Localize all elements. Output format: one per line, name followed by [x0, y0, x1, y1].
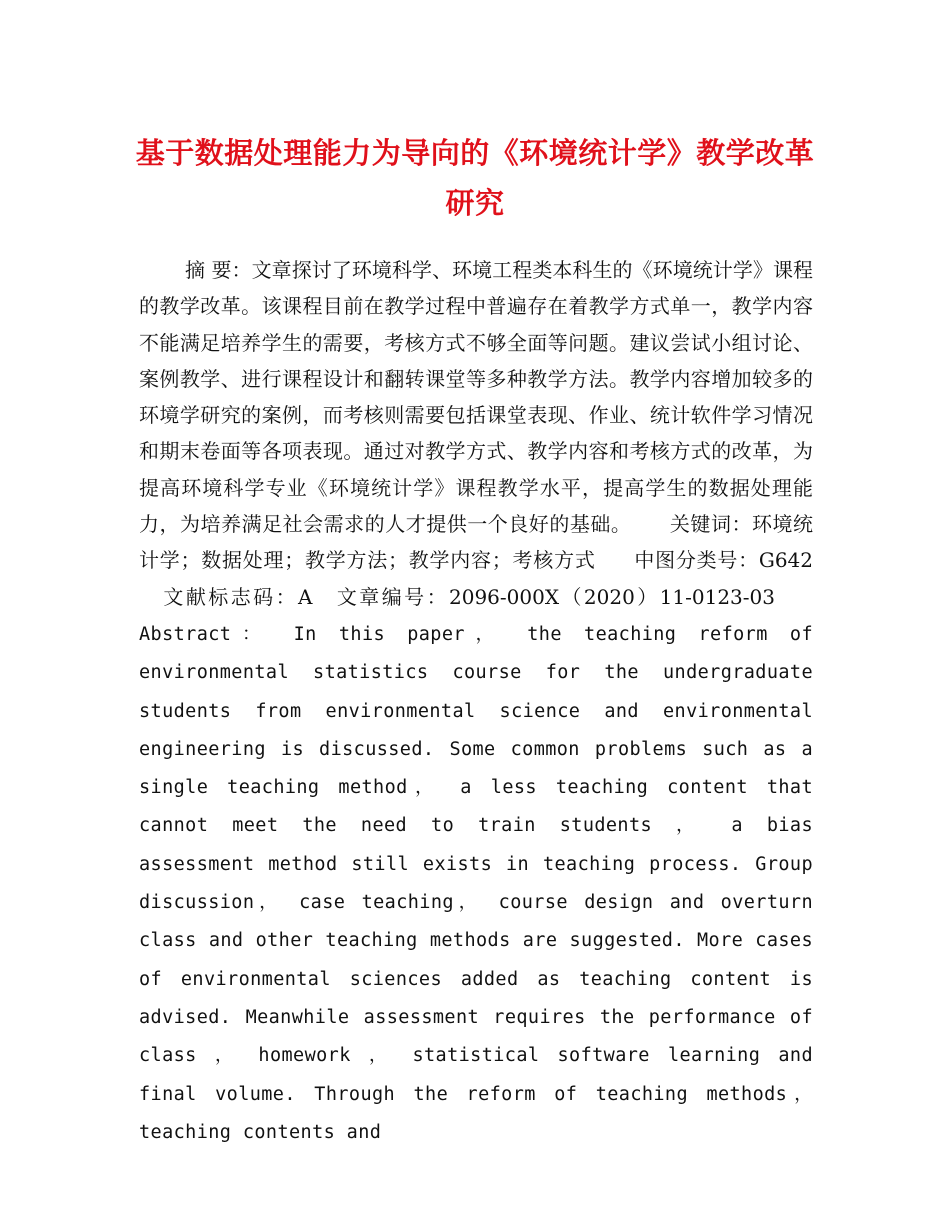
- abstract-body: [139, 252, 813, 1151]
- abstract-english: Abstract： In this paper， the teaching reform of environmental statistics course for the undergraduate students from environmental science and environmental engineering is discussed. Some common problems such as a single teaching method， a less teaching content that cannot meet the need to train students ， a bias assessment method still exists in teaching process. Group discussion， case teaching， course design and overturn class and other teaching methods are suggested. More cases of environmental sciences added as teaching content is advised. Meanwhile assessment requires the performance of class ， homework ， statistical software learning and final volume. Through the reform of teaching methods， teaching contents and: [139, 623, 813, 1143]
- article-number: 文章编号：2096-000X（2020）11-0123-03: [334, 584, 775, 609]
- classification-number: 中图分类号：G642: [633, 548, 814, 573]
- abstract-chinese: 摘 要：文章探讨了环境科学、环境工程类本科生的《环境统计学》课程的教学改革。该课程目前在教学过程中普遍存在着教学方式单一，教学内容不能满足培养学生的需要，考核方式不够全面等问题。建议尝试小组讨论、案例教学、进行课程设计和翻转课堂等多种教学方法。教学内容增加较多的环境学研究的案例，而考核则需要包括课堂表现、作业、统计软件学习情况和期末卷面等各项表现。通过对教学方式、教学内容和考核方式的改革，为提高环境科学专业《环境统计学》课程教学水平，提高学生的数据处理能力，为培养满足社会需求的人才提供一个良好的基础。: [139, 258, 813, 537]
- keywords: 关键词：环境统计学；数据处理；教学方法；教学内容；考核方式: [139, 512, 814, 573]
- document-title: 基于数据处理能力为导向的《环境统计学》教学改革研究: [135, 136, 815, 220]
- document-code: 文献标志码：A: [161, 584, 313, 609]
